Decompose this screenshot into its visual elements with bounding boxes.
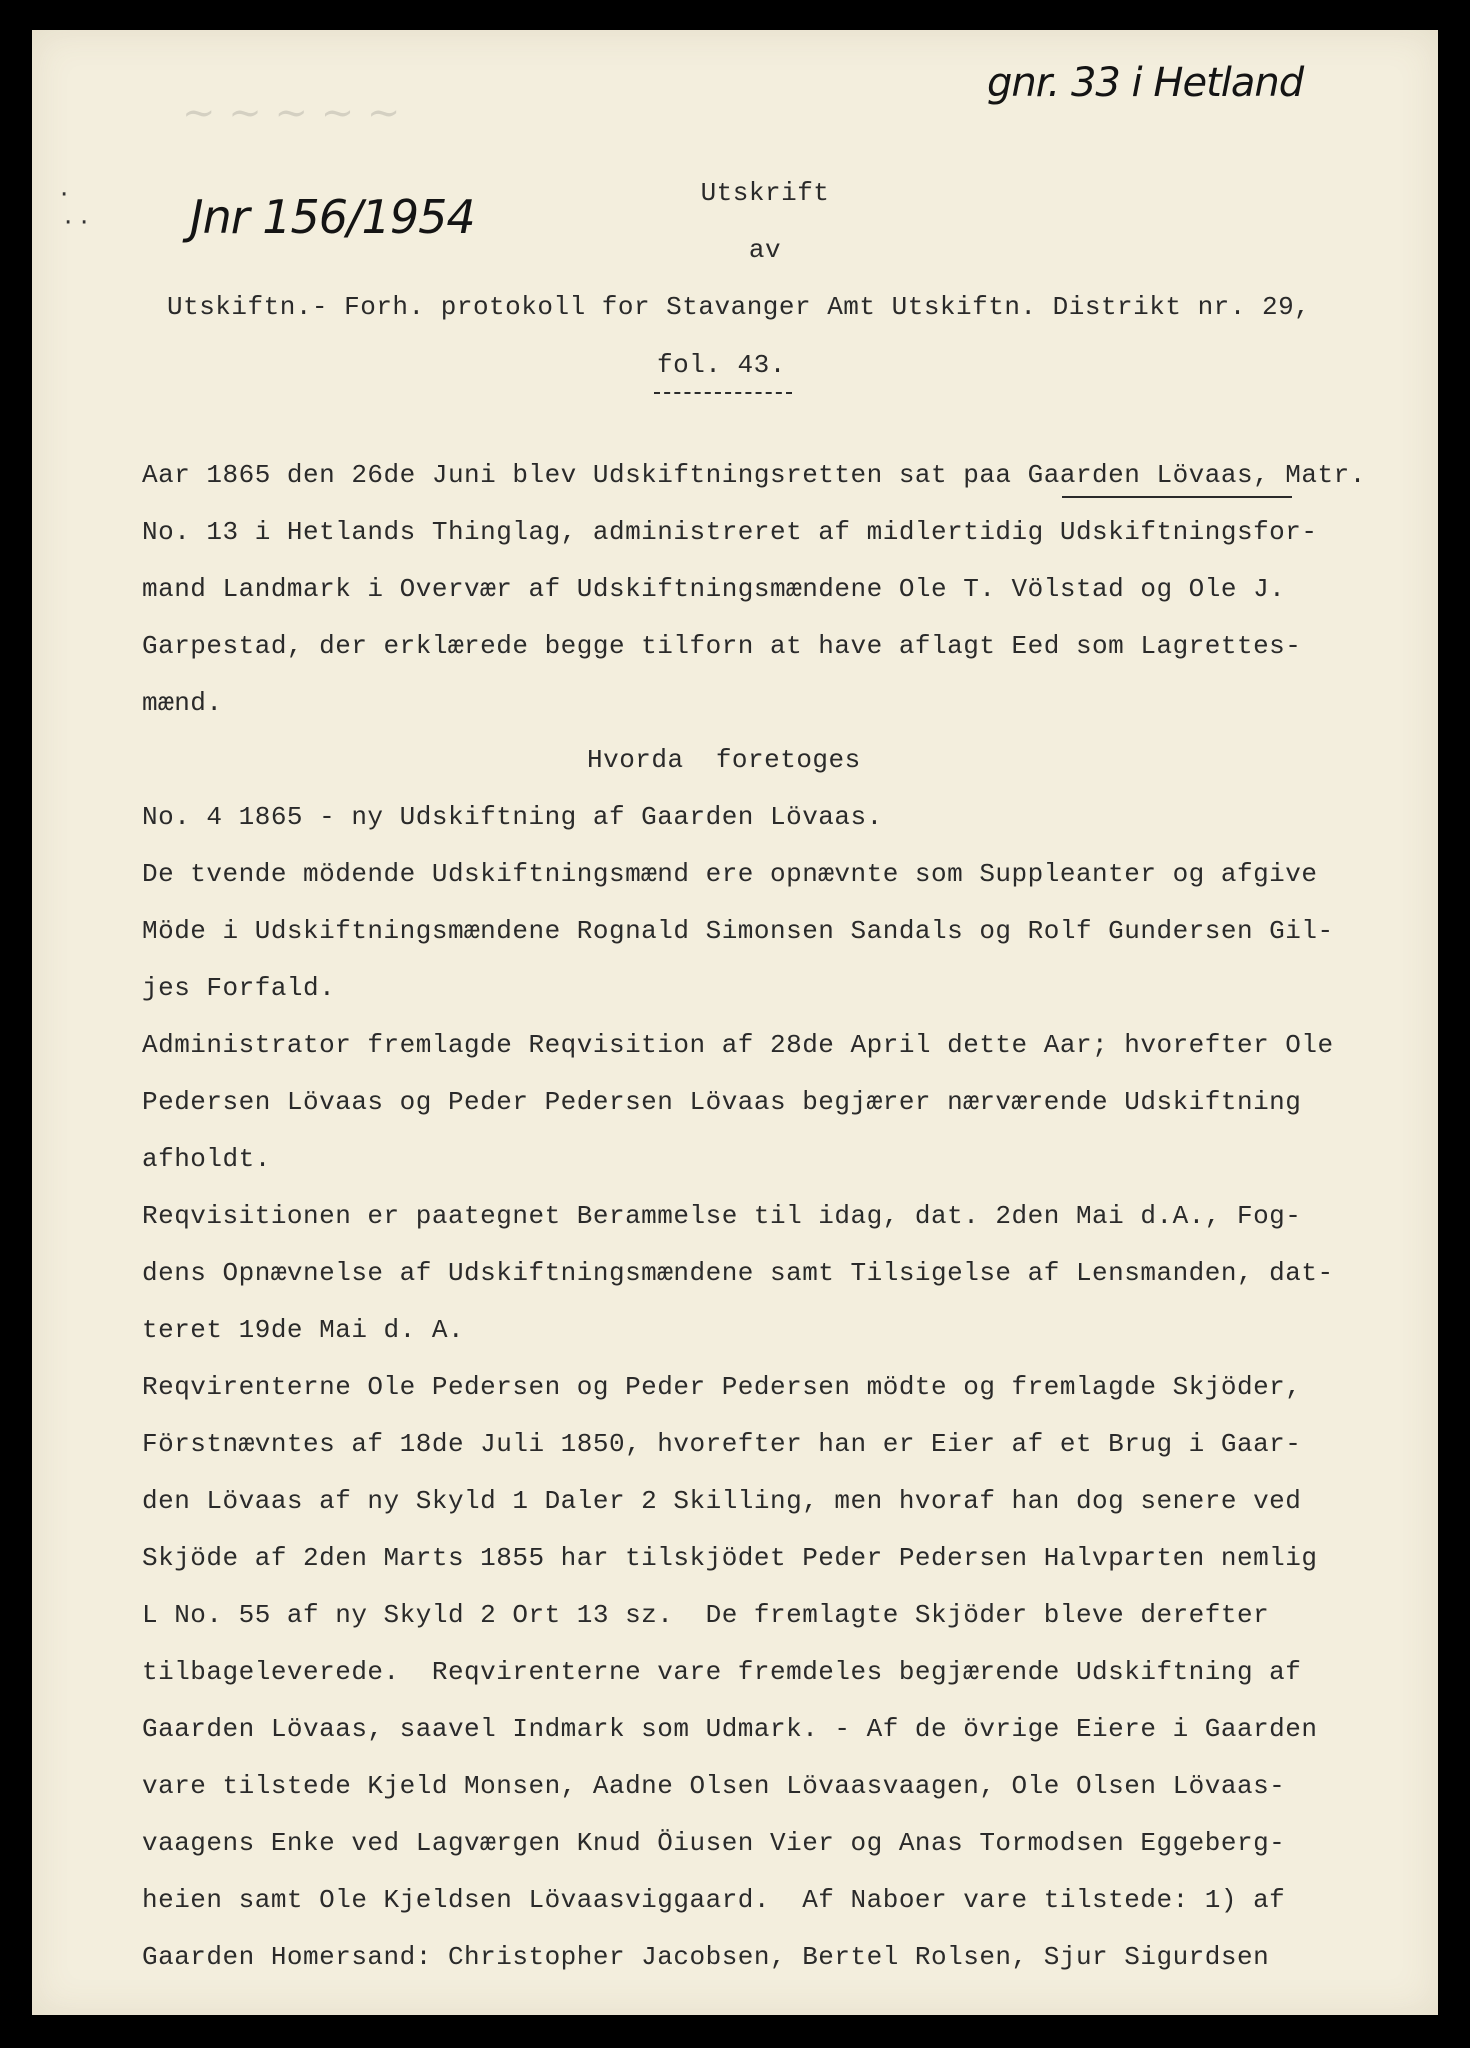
body-line: Reqvirenterne Ole Pedersen og Peder Pedersen mödte og fremlagde Skjöder, [142,1372,1302,1402]
heading-protocol: Utskiftn.- Forh. protokoll for Stavanger Amt Utskiftn. Distrikt nr. 29, [167,292,1311,322]
body-line: Förstnævntes af 18de Juli 1850, hvorefter han er Eier af et Brug i Gaar- [142,1429,1302,1459]
body-line: Reqvisitionen er paategnet Berammelse til idag, dat. 2den Mai d.A., Fog- [142,1201,1302,1231]
body-line: No. 4 1865 - ny Udskiftning af Gaarden Lövaas. [142,802,883,832]
body-section-heading: Hvorda foretoges [587,745,861,775]
body-line: dens Opnævnelse af Udskiftningsmændene samt Tilsigelse af Lensmanden, dat- [142,1258,1334,1288]
body-line: vaagens Enke ved Lagværgen Knud Öiusen Vier og Anas Tormodsen Eggeberg- [142,1828,1286,1858]
body-line: Garpestad, der erklærede begge tilforn at have aflagt Eed som Lagrettes- [142,631,1302,661]
body-line: Möde i Udskiftningsmændene Rognald Simonsen Sandals og Rolf Gundersen Gil- [142,916,1334,946]
body-line: Skjöde af 2den Marts 1855 har tilskjödet Peder Pedersen Halvparten nemlig [142,1543,1318,1573]
body-line: L No. 55 af ny Skyld 2 Ort 13 sz. De fremlagte Skjöder bleve derefter [142,1600,1270,1630]
body-line: Aar 1865 den 26de Juni blev Udskiftningsretten sat paa Gaarden Lövaas, Matr. [142,460,1366,490]
body-line: Gaarden Homersand: Christopher Jacobsen, Bertel Rolsen, Sjur Sigurdsen [142,1942,1270,1972]
margin-marks: · [64,208,73,238]
body-line: Administrator fremlagde Reqvisition af 28de April dette Aar; hvorefter Ole [142,1030,1334,1060]
heading-utskrift: Utskrift [700,178,830,208]
heading-folio: fol. 43. [657,350,786,380]
body-line: De tvende mödende Udskiftningsmænd ere opnævnte som Suppleanter og afgive [142,859,1318,889]
body-line: tilbageleverede. Reqvirenterne vare fremdeles begjærende Udskiftning af [142,1657,1302,1687]
handwritten-farm-number: gnr. 33 i Hetland [987,60,1304,106]
heading-underline [654,392,792,394]
body-line: afholdt. [142,1144,271,1174]
body-line: heien samt Ole Kjeldsen Lövaasviggaard. Af Naboer vare tilstede: 1) af [142,1885,1286,1915]
body-line: vare tilstede Kjeld Monsen, Aadne Olsen Lövaasvaagen, Ole Olsen Lövaas- [142,1771,1286,1801]
body-line: den Lövaas af ny Skyld 1 Daler 2 Skilling, men hvoraf han dog senere ved [142,1486,1302,1516]
bleed-through-text: ~ ~ ~ ~ ~ [182,90,401,136]
body-line: jes Forfald. [142,973,336,1003]
place-underline [1062,496,1292,498]
body-line: No. 13 i Hetlands Thinglag, administreret af midlertidig Udskiftningsfor- [142,517,1318,547]
document-page [32,30,1438,2015]
margin-marks: · [80,208,89,238]
body-line: mænd. [142,688,223,718]
body-line: Pedersen Lövaas og Peder Pedersen Lövaas begjærer nærværende Udskiftning [142,1087,1302,1117]
body-line: Gaarden Lövaas, saavel Indmark som Udmark. - Af de övrige Eiere i Gaarden [142,1714,1318,1744]
margin-marks: · [60,180,69,210]
body-line: mand Landmark i Overvær af Udskiftningsmændene Ole T. Völstad og Ole J. [142,574,1286,604]
body-line: teret 19de Mai d. A. [142,1315,465,1345]
heading-av: av [748,235,782,265]
handwritten-journal-number: Jnr 156/1954 [190,190,475,244]
